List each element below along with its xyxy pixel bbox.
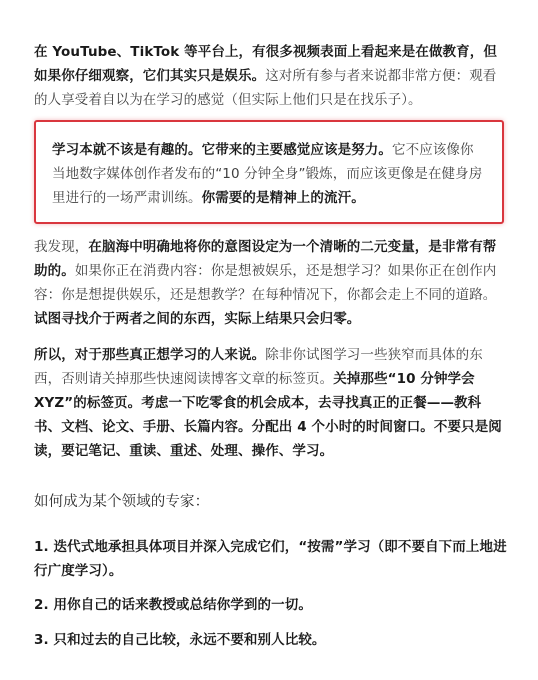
list-item <box>34 535 508 583</box>
binary-intent-paragraph <box>34 235 508 331</box>
list-item-1-text: 1. 迭代式地承担具体项目并深入完成它们，“按需”学习（即不要自下而上地进行广度学习）。 <box>34 539 507 579</box>
list-item-2-text: 2. 用你自己的话来教授或总结你学到的一切。 <box>34 597 312 613</box>
para3-normal-1: 除非你试图学习一些狭窄而具体的东西，否则请关掉那些快速阅读博客文章的标签页。 <box>34 347 483 387</box>
para2-bold-1: 在脑海中明确地将你的意图设定为一个清晰的二元变量，是非常有帮助的。 <box>34 239 497 279</box>
learning-advice-paragraph <box>34 343 508 463</box>
para2-normal-2: 如果你正在消费内容：你是想被娱乐，还是想学习？如果你正在创作内容：你是想提供娱乐，还是想教学？在每种情况下，你都会走上不同的道路。 <box>34 263 497 303</box>
highlight-quote-box <box>34 120 504 224</box>
quote-text <box>52 138 486 210</box>
quote-bold-1: 学习本就不该是有趣的。它带来的主要感觉应该是努力。 <box>52 142 392 158</box>
quote-bold-2: 你需要的是精神上的流汗。 <box>201 190 365 206</box>
list-item <box>34 593 508 617</box>
para3-bold-2: 关掉那些“10 分钟学会 XYZ”的标签页。考虑一下吃零食的机会成本，去寻找真正的正餐——教科书、文档、论文、手册、长篇内容。分配出 4 个小时的时间窗口。不要只是阅读，要记笔记、重读、重述、处理、操作、学习。 <box>34 371 502 459</box>
intro-paragraph <box>34 40 508 112</box>
quote-normal-1: 它不应该像你当地数字媒体创作者发布的“10 分钟全身”锻炼，而应该更像是在健身房里进行的一场严肃训练。 <box>52 142 483 206</box>
para2-normal-1: 我发现， <box>34 239 89 255</box>
list-item-3-text: 3. 只和过去的自己比较，永远不要和别人比较。 <box>34 632 326 648</box>
list-item <box>34 628 508 652</box>
intro-normal: 这对所有参与者来说都非常方便：观看的人享受着自以为在学习的感觉（但实际上他们只是在找乐子）。 <box>34 68 497 108</box>
intro-bold: 在 YouTube、TikTok 等平台上，有很多视频表面上看起来是在做教育，但如果你仔细观察，它们其实只是娱乐。 <box>34 44 497 84</box>
expert-section-heading: 如何成为某个领域的专家： <box>34 494 210 510</box>
para2-bold-2: 试图寻找介于两者之间的东西，实际上结果只会归零。 <box>34 311 361 327</box>
para3-bold-1: 所以，对于那些真正想学习的人来说。 <box>34 347 266 363</box>
